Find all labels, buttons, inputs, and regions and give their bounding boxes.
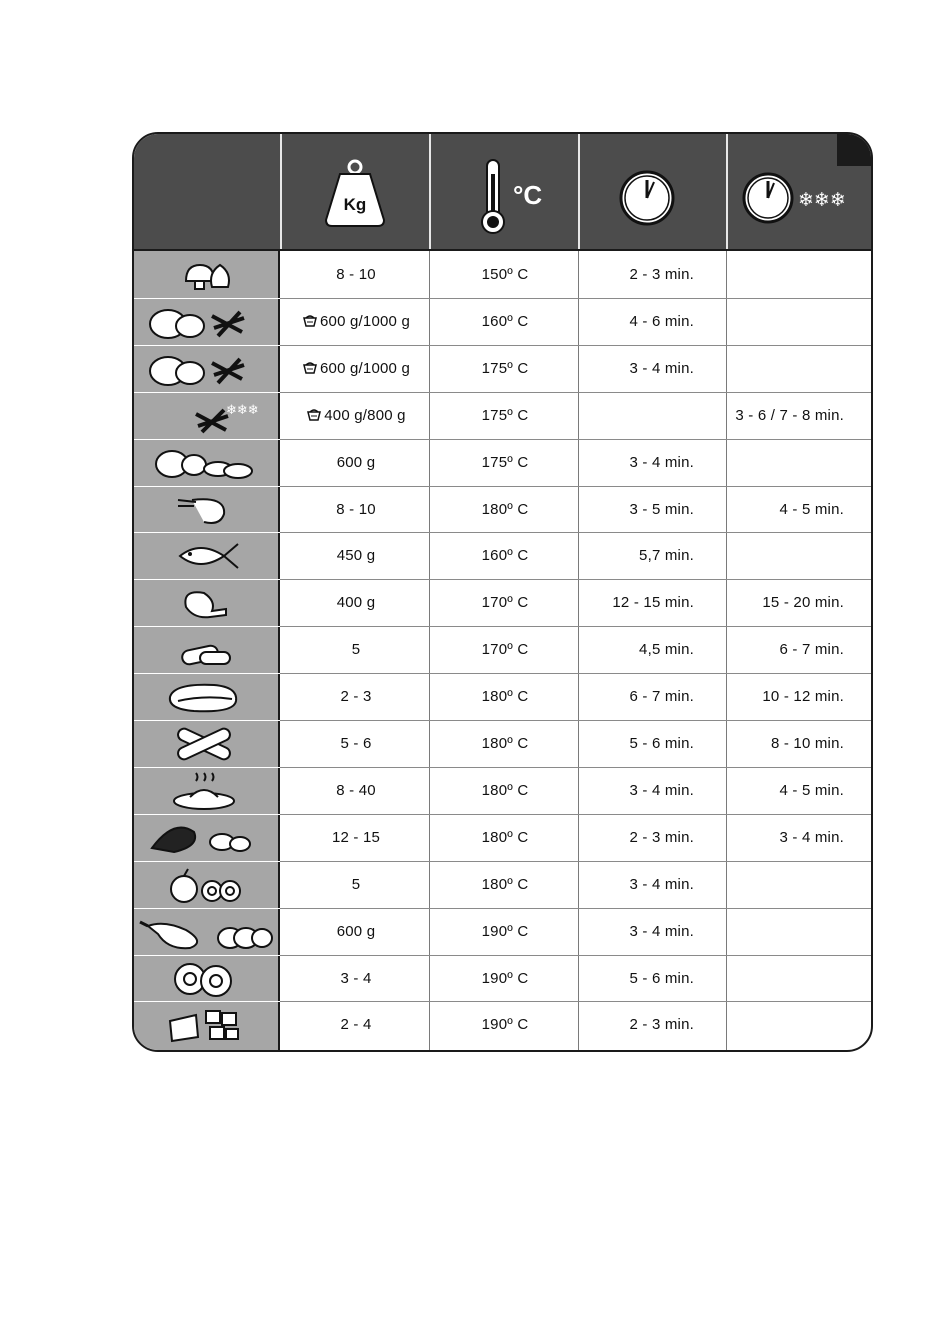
frozen-time-cell <box>728 814 844 861</box>
table-row <box>134 767 871 814</box>
time-cell-text: 5 - 6 min. <box>629 735 694 752</box>
temperature-cell-text: 180º C <box>481 688 529 706</box>
frozen-time-cell <box>728 861 844 908</box>
frozen-time-cell-text: 15 - 20 min. <box>762 594 844 612</box>
time-cell-text: 4 - 6 min. <box>629 312 694 330</box>
time-cell-text: 3 - 5 min. <box>629 500 694 518</box>
temperature-cell-text: 180º C <box>481 735 529 752</box>
temperature-cell <box>431 814 579 861</box>
weight-cell-text: 400 g <box>336 594 376 612</box>
temperature-cell-text: 190º C <box>481 1016 529 1034</box>
temperature-cell <box>431 439 579 486</box>
temperature-cell <box>431 345 579 392</box>
table-row <box>134 814 871 861</box>
time-cell-text: 5 - 6 min. <box>629 969 694 987</box>
frozen-time-cell-text: 3 - 4 min. <box>779 828 844 846</box>
time-cell-text: 3 - 4 min. <box>629 875 694 893</box>
clock-icon <box>580 134 726 249</box>
frozen-symbol: ❄❄❄ <box>798 189 846 211</box>
table-row <box>134 908 871 955</box>
time-cell <box>580 579 694 626</box>
time-cell <box>580 720 694 767</box>
temperature-cell-text: 150º C <box>481 266 529 283</box>
weight-cell <box>282 814 430 861</box>
time-cell <box>580 767 694 814</box>
temperature-cell <box>431 908 579 955</box>
weight-cell <box>282 579 430 626</box>
weight-cell-text: 600 g <box>336 922 376 940</box>
temperature-cell-text: 180º C <box>481 500 529 518</box>
table-row <box>134 298 871 345</box>
temperature-cell <box>431 532 579 579</box>
time-cell-text: 5,7 min. <box>639 547 694 565</box>
weight-cell-text: 400 g/800 g <box>324 406 406 424</box>
frozen-time-cell <box>728 1001 844 1048</box>
weight-cell-text: 450 g <box>336 547 376 565</box>
time-cell-text: 3 - 4 min. <box>629 359 694 377</box>
temperature-cell <box>431 392 579 439</box>
table-row <box>134 955 871 1002</box>
frozen-time-cell-text: 3 - 6 / 7 - 8 min. <box>735 406 844 424</box>
table-row <box>134 861 871 908</box>
time-cell-text: 3 - 4 min. <box>629 453 694 471</box>
frozen-time-cell-text: 4 - 5 min. <box>779 781 844 799</box>
basket-icon <box>302 314 318 328</box>
frozen-time-cell <box>728 486 844 533</box>
time-cell <box>580 626 694 673</box>
weight-cell <box>282 345 430 392</box>
temperature-cell <box>431 720 579 767</box>
frozen-time-cell <box>728 345 844 392</box>
temperature-cell-text: 175º C <box>481 406 529 424</box>
weight-cell <box>282 861 430 908</box>
temperature-cell <box>431 1001 579 1048</box>
weight-cell-text: 3 - 4 <box>340 969 372 987</box>
table-row <box>134 720 871 767</box>
svg-text:❄❄❄: ❄❄❄ <box>226 402 259 418</box>
weight-cell-text: 12 - 15 <box>331 828 381 846</box>
weight-cell-text: 5 - 6 <box>340 735 372 752</box>
time-cell <box>580 955 694 1002</box>
weight-cell-text: 600 g/1000 g <box>320 359 410 377</box>
temperature-cell-text: 190º C <box>481 922 529 940</box>
weight-kg-icon <box>282 134 429 249</box>
table-row <box>134 439 871 486</box>
frozen-time-cell <box>728 908 844 955</box>
temperature-cell-text: 180º C <box>481 781 529 799</box>
time-cell-text: 4,5 min. <box>639 641 694 659</box>
basket-icon <box>306 408 322 422</box>
time-cell <box>580 532 694 579</box>
temperature-cell <box>431 298 579 345</box>
table-row <box>134 673 871 720</box>
frozen-time-cell <box>728 673 844 720</box>
weight-cell-text: 2 - 3 <box>340 688 372 706</box>
frozen-time-cell <box>728 392 844 439</box>
time-cell <box>580 251 694 298</box>
frozen-time-cell <box>728 439 844 486</box>
temperature-cell-text: 180º C <box>481 875 529 893</box>
temperature-cell <box>431 861 579 908</box>
table-row <box>134 486 871 533</box>
temperature-cell <box>431 767 579 814</box>
time-cell <box>580 814 694 861</box>
weight-cell <box>282 486 430 533</box>
frozen-time-cell <box>728 298 844 345</box>
table-row <box>134 1001 871 1048</box>
weight-cell <box>282 955 430 1002</box>
time-cell-text: 12 - 15 min. <box>612 594 694 612</box>
temperature-cell-text: 160º C <box>481 312 529 330</box>
table-row <box>134 251 871 298</box>
celsius-label: °C <box>513 180 543 210</box>
time-cell <box>580 486 694 533</box>
weight-cell <box>282 767 430 814</box>
temperature-cell <box>431 673 579 720</box>
weight-cell <box>282 251 430 298</box>
time-cell-text: 2 - 3 min. <box>629 266 694 283</box>
basket-icon <box>302 361 318 375</box>
frozen-time-cell <box>728 579 844 626</box>
weight-cell <box>282 626 430 673</box>
table-row <box>134 579 871 626</box>
table-header <box>134 134 871 251</box>
weight-cell-text: 2 - 4 <box>340 1016 372 1034</box>
frozen-time-cell <box>728 955 844 1002</box>
table-row <box>134 532 871 579</box>
weight-cell <box>282 673 430 720</box>
frozen-time-cell <box>728 626 844 673</box>
temperature-cell <box>431 486 579 533</box>
weight-cell-text: 5 <box>351 875 361 893</box>
temperature-cell-text: 160º C <box>481 547 529 565</box>
weight-cell <box>282 720 430 767</box>
table-row <box>134 345 871 392</box>
time-cell <box>580 392 694 439</box>
frozen-time-cell <box>728 720 844 767</box>
weight-cell-text: 8 - 10 <box>336 266 376 283</box>
temperature-cell-text: 175º C <box>481 359 529 377</box>
weight-cell <box>282 908 430 955</box>
weight-cell-text: 600 g/1000 g <box>320 312 410 330</box>
clock-frozen-icon <box>728 134 873 249</box>
temperature-cell <box>431 626 579 673</box>
table-row <box>134 626 871 673</box>
time-cell <box>580 298 694 345</box>
frozen-time-cell-text: 10 - 12 min. <box>762 688 844 706</box>
frying-table <box>132 132 873 1052</box>
weight-cell <box>282 1001 430 1048</box>
weight-cell <box>282 532 430 579</box>
temperature-cell-text: 190º C <box>481 969 529 987</box>
time-cell-text: 2 - 3 min. <box>629 828 694 846</box>
temperature-cell <box>431 955 579 1002</box>
weight-cell-text: 5 <box>351 641 361 659</box>
weight-cell-text: 8 - 10 <box>336 500 376 518</box>
frozen-time-cell <box>728 532 844 579</box>
time-cell <box>580 908 694 955</box>
frozen-time-cell <box>728 251 844 298</box>
temperature-cell-text: 170º C <box>481 641 529 659</box>
frozen-time-cell-text: 6 - 7 min. <box>779 641 844 659</box>
time-cell-text: 3 - 4 min. <box>629 781 694 799</box>
weight-cell-text: 8 - 40 <box>336 781 376 799</box>
frozen-time-cell <box>728 767 844 814</box>
temperature-cell-text: 170º C <box>481 594 529 612</box>
temperature-cell <box>431 579 579 626</box>
temperature-cell <box>431 251 579 298</box>
kg-label: Kg <box>343 195 367 214</box>
frozen-time-cell-text: 4 - 5 min. <box>779 500 844 518</box>
time-cell <box>580 673 694 720</box>
time-cell-text: 3 - 4 min. <box>629 922 694 940</box>
temperature-cell-text: 175º C <box>481 453 529 471</box>
weight-cell-text: 600 g <box>336 453 376 471</box>
temperature-cell-text: 180º C <box>481 828 529 846</box>
weight-cell <box>282 298 430 345</box>
frozen-time-cell-text: 8 - 10 min. <box>770 735 844 752</box>
time-cell-text: 6 - 7 min. <box>629 688 694 706</box>
table-row <box>134 392 871 439</box>
weight-cell <box>282 439 430 486</box>
weight-cell <box>282 392 430 439</box>
time-cell <box>580 1001 694 1048</box>
time-cell <box>580 861 694 908</box>
time-cell-text: 2 - 3 min. <box>629 1016 694 1034</box>
thermometer-icon <box>431 134 578 249</box>
time-cell <box>580 345 694 392</box>
time-cell <box>580 439 694 486</box>
